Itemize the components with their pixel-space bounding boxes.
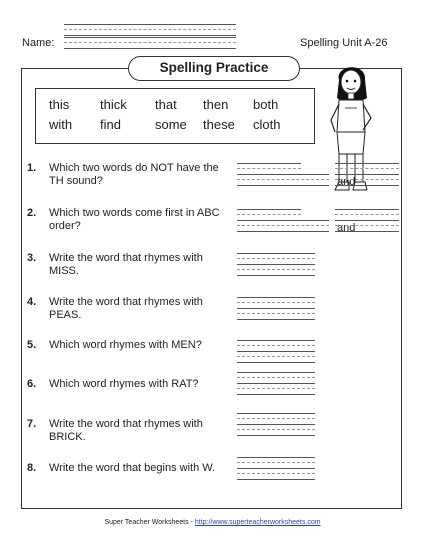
name-top-line (64, 24, 236, 36)
question-number: 1. (27, 162, 37, 174)
word-bank-word: some (155, 117, 187, 132)
question-number: 4. (27, 296, 37, 308)
footer (0, 519, 425, 526)
word-bank-word: that (155, 97, 177, 112)
word-bank-word: with (49, 117, 73, 132)
word-bank-word: find (100, 117, 121, 132)
answer-line[interactable] (237, 424, 315, 436)
question-text: Write the word that rhymes with BRICK. (49, 418, 203, 443)
word-bank-word: these (203, 117, 235, 132)
question-number: 2. (27, 207, 37, 219)
answer-line[interactable] (237, 468, 315, 480)
question-text: Write the word that begins with W. (49, 462, 216, 474)
and-label: and (337, 222, 356, 234)
footer-separator: - (190, 519, 193, 526)
question-number: 5. (27, 339, 37, 351)
question-number: 6. (27, 378, 37, 390)
and-label: and (337, 176, 356, 188)
answer-line[interactable] (237, 220, 329, 232)
answer-line[interactable] (237, 174, 329, 186)
answer-line[interactable] (237, 351, 315, 363)
question-text: Which two words come first in ABC order? (49, 207, 220, 232)
question-number: 7. (27, 418, 37, 430)
answer-line[interactable] (237, 264, 315, 276)
word-bank-word: this (49, 97, 70, 112)
answer-line[interactable] (237, 383, 315, 395)
question-number: 8. (27, 462, 37, 474)
question-text: Which word rhymes with MEN? (49, 339, 202, 351)
page-title: Spelling Practice (128, 56, 300, 81)
question-text: Write the word that rhymes with MISS. (49, 252, 203, 277)
name-label: Name: (22, 37, 55, 49)
footer-link[interactable]: http://www.superteacherworksheets.com (194, 519, 321, 526)
answer-line[interactable] (335, 174, 399, 186)
word-bank-word: thick (100, 97, 127, 112)
word-bank-word: cloth (253, 117, 281, 132)
unit-label: Spelling Unit A-26 (300, 37, 388, 49)
name-input-line[interactable] (64, 37, 236, 49)
question-text: Write the word that rhymes with PEAS. (49, 296, 203, 321)
answer-line[interactable] (335, 220, 399, 232)
answer-line[interactable] (237, 308, 315, 320)
question-number: 3. (27, 252, 37, 264)
footer-site-name: Super Teacher Worksheets (104, 519, 189, 526)
word-bank (35, 88, 315, 144)
word-bank-word: both (253, 97, 279, 112)
word-bank-word: then (203, 97, 229, 112)
question-text: Which word rhymes with RAT? (49, 378, 199, 390)
question-text: Which two words do NOT have the TH sound? (49, 162, 219, 187)
